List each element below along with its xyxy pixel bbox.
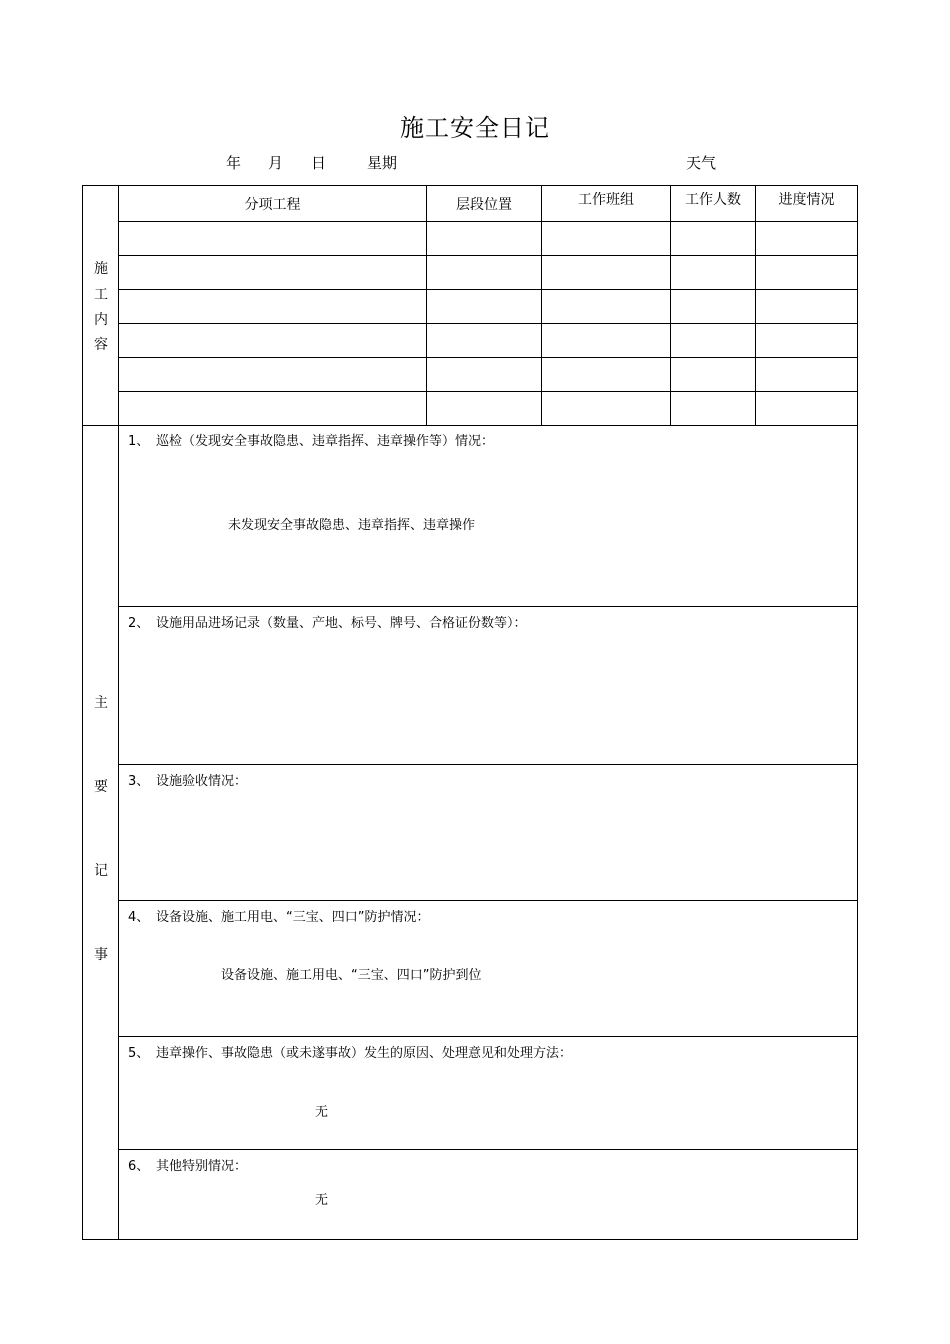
section-5-label <box>128 1042 572 1061</box>
section-3-title: 设施验收情况： <box>156 774 248 789</box>
section-4-title: 设备设施、施工用电、“三宝、四口”防护情况： <box>156 910 430 925</box>
weather-label: 天气 <box>686 154 717 172</box>
records-side-label-3: 记 <box>94 863 108 879</box>
table-row <box>119 392 857 425</box>
header-floor-position: 层段位置 <box>456 196 512 213</box>
section-1-label <box>128 430 494 449</box>
date-month-label: 月 <box>268 154 284 172</box>
table-row <box>119 324 857 357</box>
section-4-number: 4、 <box>128 910 150 925</box>
section-3-label <box>128 770 247 789</box>
section-1-title: 巡检（发现安全事故隐患、违章指挥、违章操作等）情况： <box>156 434 495 449</box>
construction-side-label-2: 工 <box>94 287 108 303</box>
section-4-content: 设备设施、施工用电、“三宝、四口”防护到位 <box>221 968 482 983</box>
table-row <box>119 256 857 289</box>
section-6-number: 6、 <box>128 1159 150 1174</box>
section-6-title: 其他特别情况： <box>156 1159 248 1174</box>
records-side-label-1: 主 <box>94 695 108 711</box>
section-4-label <box>128 906 429 925</box>
table-row <box>119 290 857 323</box>
table-row <box>119 358 857 391</box>
section-1-content: 未发现安全事故隐患、违章指挥、违章操作 <box>228 518 476 533</box>
date-day-label: 日 <box>311 154 327 172</box>
date-weekday-label: 星期 <box>367 154 398 172</box>
construction-side-label-4: 容 <box>94 337 108 353</box>
section-6-label <box>128 1155 247 1174</box>
records-side-label-4: 事 <box>94 947 108 963</box>
section-2-title: 设施用品进场记录（数量、产地、标号、牌号、合格证份数等）： <box>156 616 527 631</box>
section-2-label <box>128 612 527 631</box>
section-1-number: 1、 <box>128 434 150 449</box>
header-sub-project: 分项工程 <box>244 196 301 213</box>
section-6-content: 无 <box>315 1193 329 1208</box>
header-worker-count: 工作人数 <box>685 191 741 208</box>
header-progress: 进度情况 <box>778 191 835 208</box>
construction-side-label-3: 内 <box>94 312 108 328</box>
section-5-title: 违章操作、事故隐患（或未遂事故）发生的原因、处理意见和处理方法： <box>156 1046 573 1061</box>
date-year-label: 年 <box>226 154 242 172</box>
section-5-content: 无 <box>315 1105 329 1120</box>
section-3-number: 3、 <box>128 774 150 789</box>
table-row <box>119 222 857 255</box>
construction-side-label-1: 施 <box>94 261 108 277</box>
records-side-label-2: 要 <box>94 779 108 795</box>
header-work-team: 工作班组 <box>578 191 634 208</box>
page-title: 施工安全日记 <box>400 114 550 142</box>
section-5-number: 5、 <box>128 1046 150 1061</box>
section-2-number: 2、 <box>128 616 150 631</box>
